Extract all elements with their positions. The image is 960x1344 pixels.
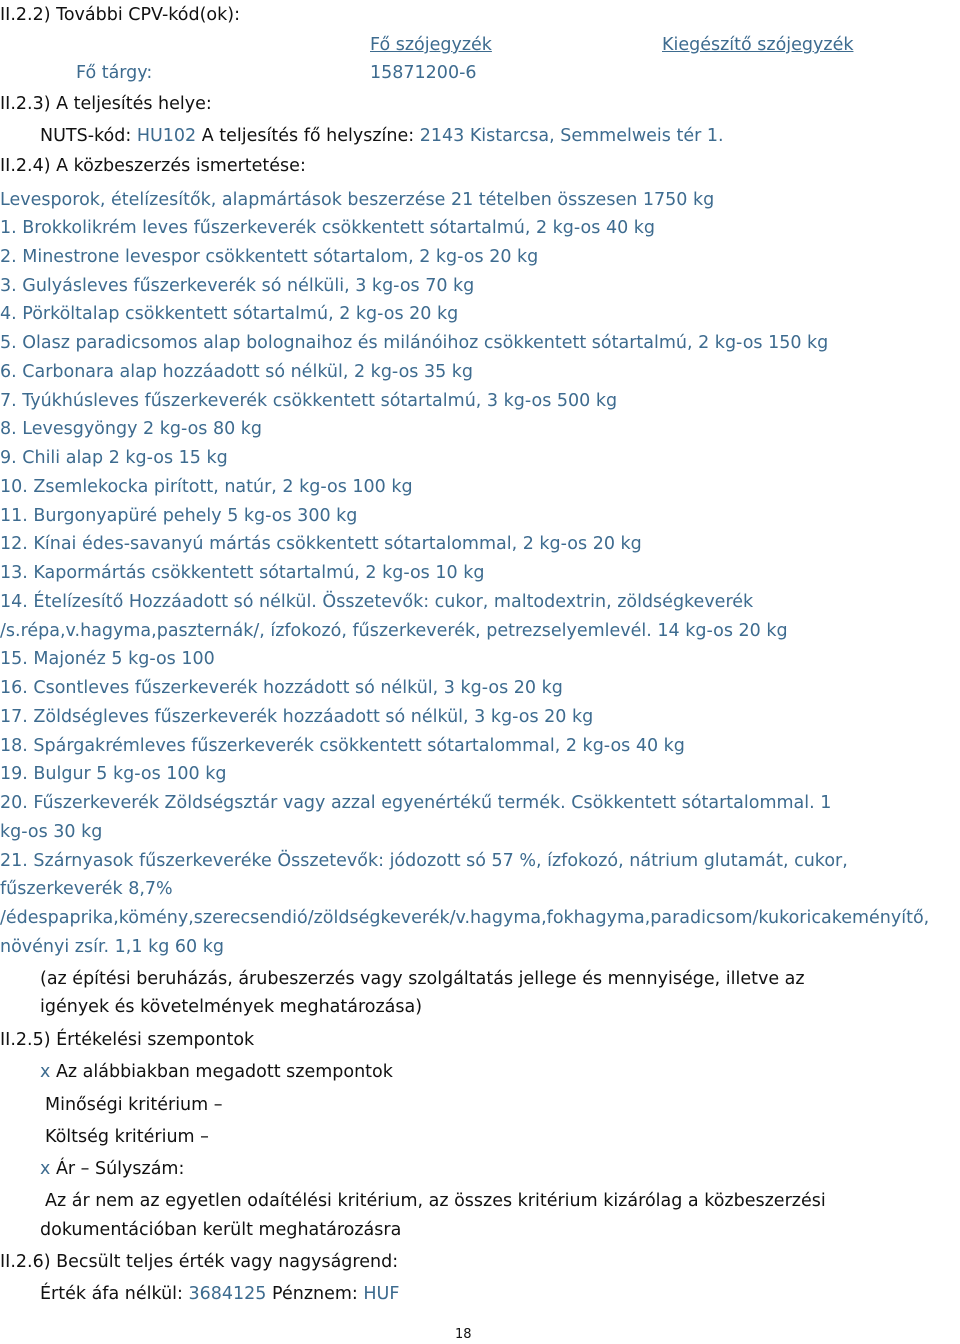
description-item-line: 12. Kínai édes-savanyú mártás csökkentett sótartalommal, 2 kg-os 20 kg xyxy=(0,534,642,555)
criteria-option-label: Az alábbiakban megadott szempontok xyxy=(55,1062,393,1082)
nuts-code: HU102 xyxy=(136,126,197,146)
description-intro: Levesporok, ételízesítők, alapmártások beszerzése 21 tételben összesen 1750 kg xyxy=(0,190,715,210)
place-label: A teljesítés fő helyszíne: xyxy=(201,126,415,146)
estimated-value-line xyxy=(40,1283,399,1305)
main-vocabulary-header: Fő szójegyzék xyxy=(370,35,492,55)
description-item-line: 19. Bulgur 5 kg-os 100 kg xyxy=(0,764,227,785)
value-label: Érték áfa nélkül: xyxy=(40,1284,183,1304)
description-item-line: fűszerkeverék 8,7% xyxy=(0,879,173,900)
description-item-line: kg-os 30 kg xyxy=(0,821,103,842)
price-note-line-2: dokumentációban került meghatározásra xyxy=(40,1220,402,1240)
description-item-line: 17. Zöldségleves fűszerkeverék hozzáadott só nélkül, 3 kg-os 20 kg xyxy=(0,706,594,727)
main-object-cpv-code: 15871200-6 xyxy=(370,63,477,83)
check-mark: x xyxy=(40,1062,51,1082)
description-item-line: 4. Pörköltalap csökkentett sótartalmú, 2 kg-os 20 kg xyxy=(0,304,459,325)
description-item-line: növényi zsír. 1,1 kg 60 kg xyxy=(0,936,224,957)
description-item-line: 20. Fűszerkeverék Zöldségsztár vagy azzal egyenértékű termék. Csökkentett sótartalommal. 1 xyxy=(0,793,832,813)
price-note-line-1: Az ár nem az egyetlen odaítélési kritérium, az összes kritérium kizárólag a közbeszerzési xyxy=(45,1191,826,1211)
description-item-line: 8. Levesgyöngy 2 kg-os 80 kg xyxy=(0,419,263,440)
description-note-line-1: (az építési beruházás, árubeszerzés vagy szolgáltatás jellege és mennyisége, illetve az xyxy=(40,969,805,989)
price-criterion xyxy=(40,1158,184,1180)
section-heading-criteria: II.2.5) Értékelési szempontok xyxy=(0,1030,255,1050)
currency-label: Pénznem: xyxy=(272,1284,358,1304)
page-number: 18 xyxy=(455,1327,472,1342)
value-amount: 3684125 xyxy=(188,1284,267,1304)
check-mark: x xyxy=(40,1159,51,1179)
place-value: 2143 Kistarcsa, Semmelweis tér 1. xyxy=(419,126,724,146)
description-item-line: 6. Carbonara alap hozzáadott só nélkül, 2 kg-os 35 kg xyxy=(0,361,474,382)
criteria-option-below xyxy=(40,1061,393,1083)
cost-criterion: Költség kritérium – xyxy=(45,1127,209,1147)
price-criterion-label: Ár – Súlyszám: xyxy=(55,1159,185,1179)
description-item-line: 2. Minestrone levespor csökkentett sótartalom, 2 kg-os 20 kg xyxy=(0,246,539,267)
description-item-line: 18. Spárgakrémleves fűszerkeverék csökkentett sótartalommal, 2 kg-os 40 kg xyxy=(0,735,685,756)
quality-criterion: Minőségi kritérium – xyxy=(45,1095,223,1115)
description-item-line: 15. Majonéz 5 kg-os 100 xyxy=(0,649,215,670)
description-item-line: /s.répa,v.hagyma,paszternák/, ízfokozó, fűszerkeverék, petrezselyemlevél. 14 kg-os 20 kg xyxy=(0,620,788,641)
description-item-line: 16. Csontleves fűszerkeverék hozzádott só nélkül, 3 kg-os 20 kg xyxy=(0,678,563,698)
section-heading-value: II.2.6) Becsült teljes érték vagy nagyságrend: xyxy=(0,1252,399,1272)
description-item-line: 13. Kapormártás csökkentett sótartalmú, 2 kg-os 10 kg xyxy=(0,563,485,583)
description-note-line-2: igények és követelmények meghatározása) xyxy=(40,997,423,1017)
section-heading-cpv: II.2.2) További CPV-kód(ok): xyxy=(0,5,241,25)
description-item-line: 21. Szárnyasok fűszerkeveréke Összetevők: jódozott só 57 %, ízfokozó, nátrium glutamát, cukor, xyxy=(0,850,848,871)
nuts-line xyxy=(40,125,724,147)
nuts-label: NUTS-kód: xyxy=(40,126,132,146)
description-item-line: 7. Tyúkhúsleves fűszerkeverék csökkentett sótartalmú, 3 kg-os 500 kg xyxy=(0,390,618,411)
section-heading-description: II.2.4) A közbeszerzés ismertetése: xyxy=(0,156,306,176)
description-item-line: 14. Ételízesítő Hozzáadott só nélkül. Összetevők: cukor, maltodextrin, zöldségkeverék xyxy=(0,591,754,612)
description-item-line: 9. Chili alap 2 kg-os 15 kg xyxy=(0,448,228,468)
description-item-line: 5. Olasz paradicsomos alap bolognaihoz és milánóihoz csökkentett sótartalmú, 2 kg-os 150 kg xyxy=(0,333,829,353)
main-object-label: Fő tárgy: xyxy=(76,63,153,83)
section-heading-place: II.2.3) A teljesítés helye: xyxy=(0,94,212,114)
description-item-line: 10. Zsemlekocka pirított, natúr, 2 kg-os 100 kg xyxy=(0,476,413,497)
description-item-line: 1. Brokkolikrém leves fűszerkeverék csökkentett sótartalmú, 2 kg-os 40 kg xyxy=(0,218,656,238)
description-item-line: 3. Gulyásleves fűszerkeverék só nélküli, 3 kg-os 70 kg xyxy=(0,275,475,296)
description-item-line: /édespaprika,kömény,szerecsendió/zöldségkeverék/v.hagyma,fokhagyma,paradicsom/kukoricakeményítő, xyxy=(0,908,930,928)
currency-value: HUF xyxy=(363,1284,400,1304)
supplementary-vocabulary-header: Kiegészítő szójegyzék xyxy=(662,35,854,55)
description-item-line: 11. Burgonyapüré pehely 5 kg-os 300 kg xyxy=(0,505,358,526)
